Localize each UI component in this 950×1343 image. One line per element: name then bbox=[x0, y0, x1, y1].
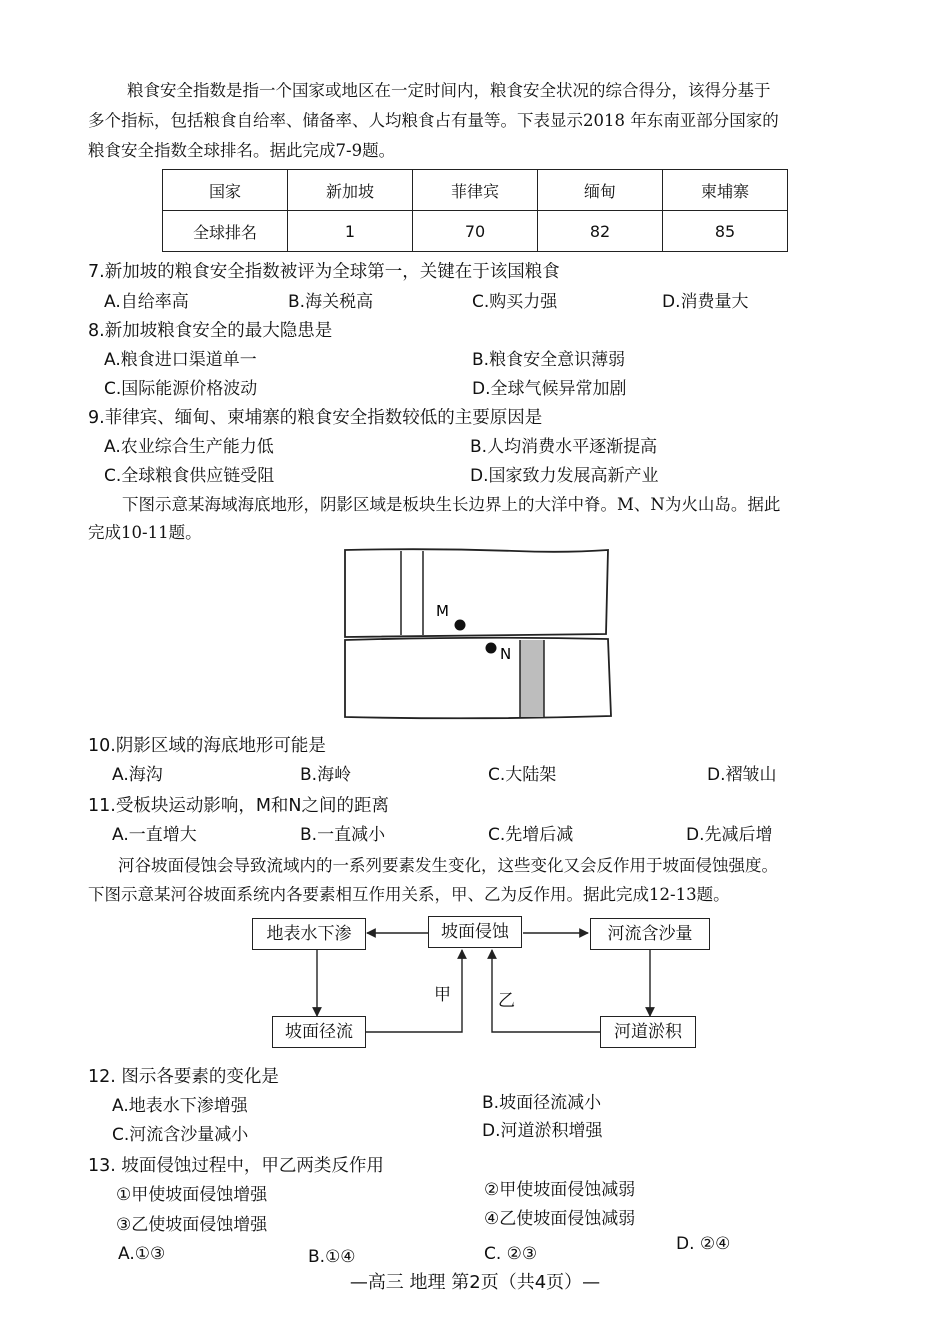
intro3-line1: 河谷坡面侵蚀会导致流域内的一系列要素发生变化，这些变化又会反作用于坡面侵蚀强度。 bbox=[118, 856, 778, 875]
q13-statement-1: ①甲使坡面侵蚀增强 bbox=[116, 1185, 268, 1205]
q11-option-b: B.一直减小 bbox=[300, 825, 386, 845]
q11-option-d: D.先减后增 bbox=[686, 825, 773, 845]
q12-option-d: D.河道淤积增强 bbox=[482, 1121, 603, 1141]
q9-option-b: B.人均消费水平逐渐提高 bbox=[470, 437, 658, 457]
ranking-table bbox=[162, 169, 788, 252]
table-cell: 1 bbox=[288, 211, 413, 252]
intro1-line2: 多个指标，包括粮食自给率、储备率、人均粮食占有量等。下表显示2018 年东南亚部分国家的 bbox=[88, 111, 779, 130]
q11-option-c: C.先增后减 bbox=[488, 825, 574, 845]
page-footer: —高三 地理 第2页（共4页）— bbox=[349, 1272, 601, 1293]
table-cell: 82 bbox=[538, 211, 663, 252]
label-yi: 乙 bbox=[498, 991, 515, 1011]
node-infiltration: 地表水下渗 bbox=[252, 918, 366, 950]
table-cell: 70 bbox=[413, 211, 538, 252]
q9-stem: 9.菲律宾、缅甸、柬埔寨的粮食安全指数较低的主要原因是 bbox=[88, 408, 543, 428]
table-cell: 85 bbox=[663, 211, 788, 252]
table-header-cell: 缅甸 bbox=[538, 170, 663, 211]
table-header-cell: 新加坡 bbox=[288, 170, 413, 211]
q13-option-d: D. ②④ bbox=[676, 1234, 731, 1254]
q8-option-c: C.国际能源价格波动 bbox=[104, 379, 258, 399]
q7-option-b: B.海关税高 bbox=[288, 292, 374, 312]
q7-option-c: C.购买力强 bbox=[472, 292, 558, 312]
q10-stem: 10.阴影区域的海底地形可能是 bbox=[88, 736, 326, 756]
q10-option-a: A.海沟 bbox=[112, 765, 163, 785]
intro1-line1: 粮食安全指数是指一个国家或地区在一定时间内，粮食安全状况的综合得分，该得分基于 bbox=[127, 81, 771, 100]
map-upper-block bbox=[345, 549, 608, 637]
q7-option-a: A.自给率高 bbox=[104, 292, 189, 312]
table-row bbox=[163, 211, 788, 252]
q9-option-a: A.农业综合生产能力低 bbox=[104, 437, 274, 457]
q8-option-d: D.全球气候异常加剧 bbox=[472, 379, 627, 399]
table-header-cell: 柬埔寨 bbox=[663, 170, 788, 211]
table-cell: 全球排名 bbox=[163, 211, 288, 252]
q13-statement-4: ④乙使坡面侵蚀减弱 bbox=[484, 1209, 636, 1229]
node-erosion: 坡面侵蚀 bbox=[428, 916, 522, 948]
intro2-line1: 下图示意某海域海底地形，阴影区域是板块生长边界上的大洋中脊。M、N为火山岛。据此 bbox=[122, 495, 781, 514]
q11-stem: 11.受板块运动影响，M和N之间的距离 bbox=[88, 796, 390, 816]
mid-ocean-ridge-shade bbox=[520, 640, 544, 717]
island-n-dot bbox=[486, 643, 497, 654]
intro1-line3: 粮食安全指数全球排名。据此完成7-9题。 bbox=[88, 141, 396, 160]
q12-stem: 12. 图示各要素的变化是 bbox=[88, 1067, 279, 1087]
q13-option-c: C. ②③ bbox=[484, 1244, 538, 1264]
q8-option-a: A.粮食进口渠道单一 bbox=[104, 350, 257, 370]
node-deposition: 河道淤积 bbox=[600, 1016, 696, 1048]
q10-option-c: C.大陆架 bbox=[488, 765, 557, 785]
q13-statement-2: ②甲使坡面侵蚀减弱 bbox=[484, 1180, 636, 1200]
q7-stem: 7.新加坡的粮食安全指数被评为全球第一，关键在于该国粮食 bbox=[88, 262, 560, 282]
q8-option-b: B.粮食安全意识薄弱 bbox=[472, 350, 626, 370]
q7-option-d: D.消费量大 bbox=[662, 292, 749, 312]
q12-option-c: C.河流含沙量减小 bbox=[112, 1125, 249, 1145]
label-n: N bbox=[500, 645, 512, 663]
q13-option-b: B.①④ bbox=[308, 1247, 356, 1267]
q12-option-a: A.地表水下渗增强 bbox=[112, 1096, 248, 1116]
table-header-cell: 国家 bbox=[163, 170, 288, 211]
intro3-line2: 下图示意某河谷坡面系统内各要素相互作用关系，甲、乙为反作用。据此完成12-13题。 bbox=[88, 885, 730, 904]
seafloor-map bbox=[340, 546, 615, 722]
intro2-line2: 完成10-11题。 bbox=[88, 523, 202, 542]
q10-option-b: B.海岭 bbox=[300, 765, 352, 785]
node-sediment: 河流含沙量 bbox=[590, 918, 710, 950]
q13-option-a: A.①③ bbox=[118, 1244, 166, 1264]
q10-option-d: D.褶皱山 bbox=[707, 765, 777, 785]
label-m: M bbox=[436, 602, 449, 620]
table-row bbox=[163, 170, 788, 211]
table-header-cell: 菲律宾 bbox=[413, 170, 538, 211]
q9-option-d: D.国家致力发展高新产业 bbox=[470, 466, 659, 486]
q9-option-c: C.全球粮食供应链受阻 bbox=[104, 466, 275, 486]
q13-statement-3: ③乙使坡面侵蚀增强 bbox=[116, 1215, 268, 1235]
island-m-dot bbox=[455, 620, 466, 631]
q8-stem: 8.新加坡粮食安全的最大隐患是 bbox=[88, 321, 333, 341]
map-lower-block bbox=[345, 638, 611, 719]
label-jia: 甲 bbox=[434, 985, 451, 1005]
q12-option-b: B.坡面径流减小 bbox=[482, 1093, 602, 1113]
node-runoff: 坡面径流 bbox=[272, 1016, 366, 1048]
q13-stem: 13. 坡面侵蚀过程中，甲乙两类反作用 bbox=[88, 1156, 384, 1176]
q11-option-a: A.一直增大 bbox=[112, 825, 197, 845]
